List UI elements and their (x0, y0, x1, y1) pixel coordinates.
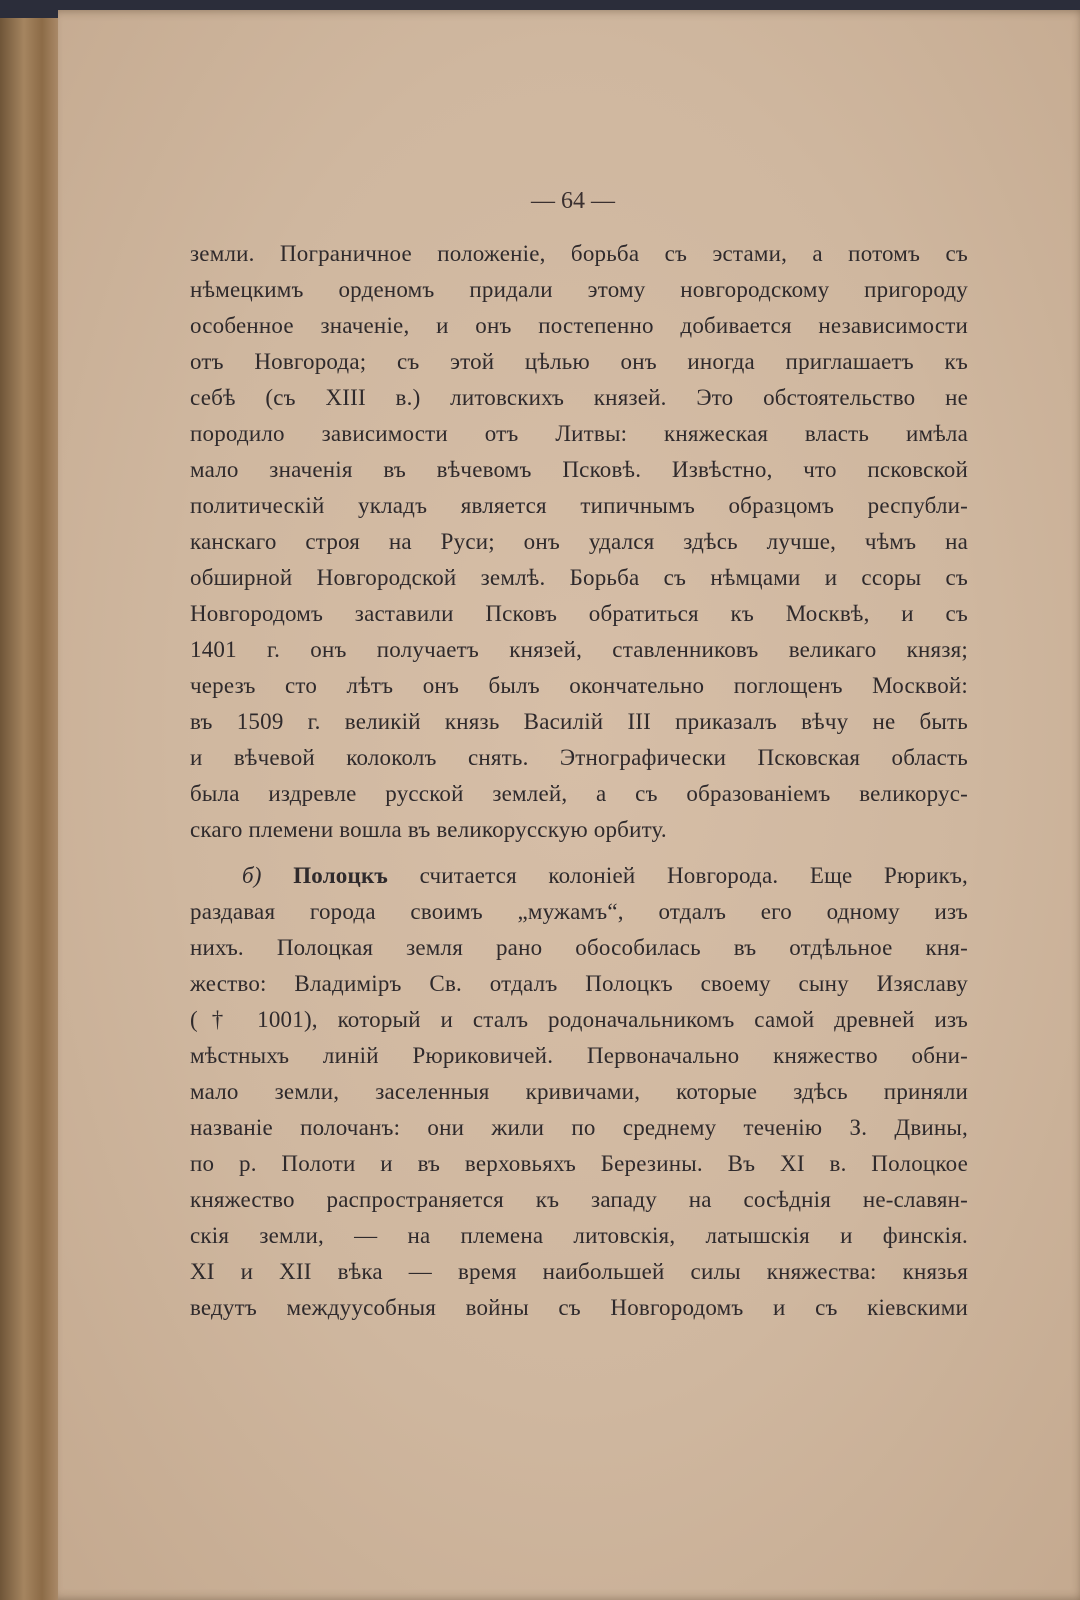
text-line: ведутъ междуусобныя войны съ Новгородомъ и съ кiевскими (190, 1295, 968, 1320)
section-heading: Полоцкъ (293, 863, 389, 888)
text-line: породило зависимости отъ Литвы: княжеская власть имѣла (190, 421, 968, 446)
text-line: Новгородомъ заставили Псковъ обратиться къ Москвѣ, и съ (190, 601, 968, 626)
text-line: отъ Новгорода; съ этой цѣлью онъ иногда приглашаетъ къ (190, 349, 968, 374)
text-line: по р. Полоти и въ верховьяхъ Березины. Въ XI в. Полоцкое (190, 1151, 968, 1176)
text-line: себѣ (съ XIII в.) литовскихъ князей. Это обстоятельство не (190, 385, 968, 410)
body-text (190, 236, 968, 1326)
text-line: скаго племени вошла въ великорусскую орбиту. (190, 817, 667, 842)
text-line: скiя земли, — на племена литовскiя, латышскiя и финскiя. (190, 1223, 968, 1248)
text-line: мало значенiя въ вѣчевомъ Псковѣ. Извѣстно, что псковской (190, 457, 968, 482)
text-line: земли. Пограничное положенiе, борьба съ эстами, а потомъ съ (190, 241, 968, 266)
paragraph-first-line (190, 858, 968, 894)
text-line: обширной Новгородской землѣ. Борьба съ нѣмцами и ссоры съ (190, 565, 968, 590)
text-line: нихъ. Полоцкая земля рано обособилась въ отдѣльное кня- (190, 935, 968, 960)
text-line: особенное значенiе, и онъ постепенно добивается независимости (190, 313, 968, 338)
text-line: въ 1509 г. великiй князь Василiй III приказалъ вѣчу не быть (190, 709, 968, 734)
text-line: XI и XII вѣка — время наибольшей силы княжества: князья (190, 1259, 968, 1284)
text-line: княжество распространяется къ западу на сосѣднiя не-славян- (190, 1187, 968, 1212)
text-line: 1401 г. онъ получаетъ князей, ставленниковъ великаго князя; (190, 637, 968, 662)
paragraph-polotsk (190, 858, 968, 1326)
text-line: канскаго строя на Руси; онъ удался здѣсь лучше, чѣмъ на (190, 529, 968, 554)
section-marker: б) (242, 863, 262, 888)
paragraph-gap (190, 848, 968, 858)
text-line: раздавая города своимъ „мужамъ“, отдалъ его одному изъ (190, 899, 968, 924)
text-line: мѣстныхъ линiй Рюриковичей. Первоначально княжество обни- (190, 1043, 968, 1068)
text-line: († 1001), который и сталъ родоначальникомъ самой древней изъ (190, 1007, 968, 1032)
paragraph-pskov (190, 236, 968, 848)
text-line: жество: Владимiръ Св. отдалъ Полоцкъ своему сыну Изяславу (190, 971, 968, 996)
text-line: нѣмецкимъ орденомъ придали этому новгородскому пригороду (190, 277, 968, 302)
page-number: — 64 — (531, 188, 615, 214)
text-line: политическiй укладъ является типичнымъ образцомъ республи- (190, 493, 968, 518)
text-line: черезъ сто лѣтъ онъ былъ окончательно поглощенъ Москвой: (190, 673, 968, 698)
text-line: названiе полочанъ: они жили по среднему теченiю З. Двины, (190, 1115, 968, 1140)
text-line: и вѣчевой колоколъ снять. Этнографически Псковская область (190, 745, 968, 770)
text-line: была издревле русской землей, а съ образованiемъ великорус- (190, 781, 968, 806)
text-line: мало земли, заселенныя кривичами, которые здѣсь приняли (190, 1079, 968, 1104)
text-line: считается колонiей Новгорода. Еще Рюрикъ, (419, 863, 968, 888)
